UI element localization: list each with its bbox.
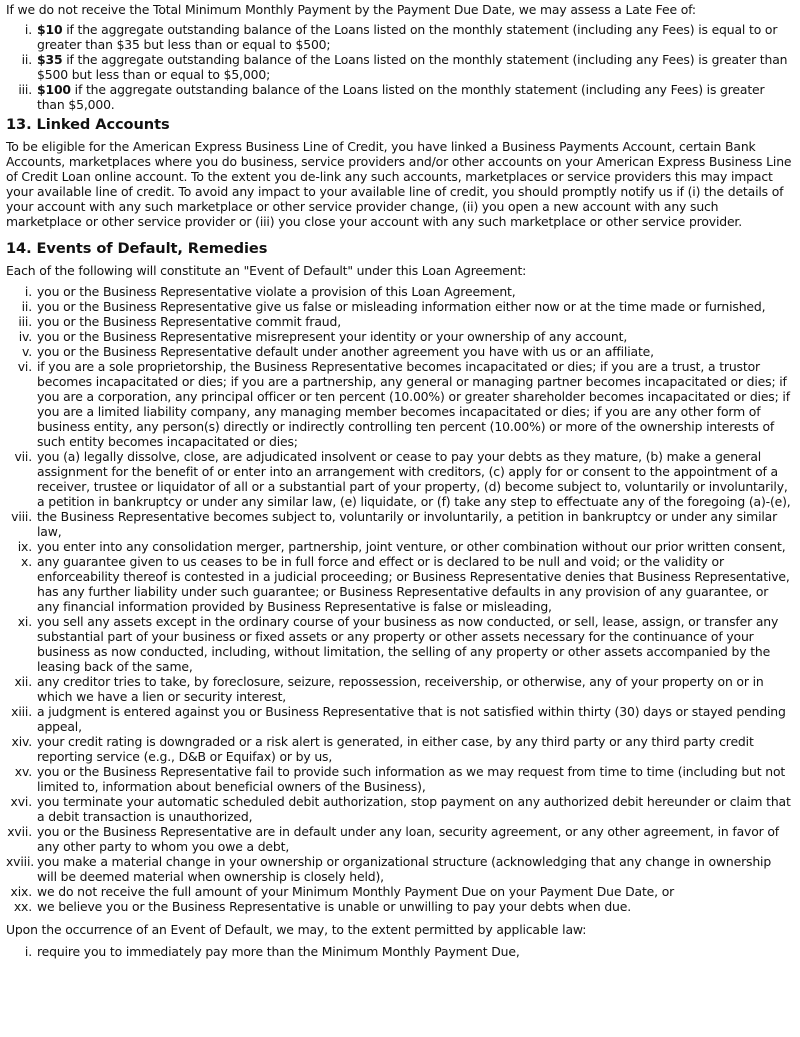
event-item xyxy=(6,884,794,899)
late-fee-item xyxy=(6,52,794,82)
list-number: xviii. xyxy=(6,854,35,869)
remedy-item xyxy=(6,944,794,959)
event-item xyxy=(6,284,794,299)
list-number: ii. xyxy=(21,52,32,67)
event-text: you or the Business Representative fail to provide such information as we may request from time to time (including but not limited to, information about beneficial owners of the Business), xyxy=(37,764,786,794)
list-number: iii. xyxy=(18,82,32,97)
section-13-heading: 13. Linked Accounts xyxy=(6,116,170,133)
event-text: you or the Business Representative give us false or misleading information either now or at the time made or furnished, xyxy=(37,299,766,314)
event-text: you or the Business Representative commit fraud, xyxy=(37,314,342,329)
list-number: vii. xyxy=(14,449,32,464)
event-text: you sell any assets except in the ordinary course of your business as now conducted, or sell, lease, assign, or transfer any substantial part of your business or fixed assets or any property or other assets necessary for the continuance of your business as now conducted, including, without limitation, the selling of any property or other assets accompanied by the leasing back of the same, xyxy=(37,614,779,674)
event-item xyxy=(6,764,794,794)
event-item xyxy=(6,794,794,824)
event-item xyxy=(6,734,794,764)
fee-amount: $10 xyxy=(37,22,63,37)
list-number: ii. xyxy=(21,299,32,314)
fee-amount: $100 xyxy=(37,82,71,97)
fee-amount: $35 xyxy=(37,52,63,67)
list-number: vi. xyxy=(17,359,32,374)
events-of-default-list xyxy=(6,284,794,914)
list-number: viii. xyxy=(11,509,32,524)
late-fee-item xyxy=(6,22,794,52)
event-item xyxy=(6,344,794,359)
event-text: any guarantee given to us ceases to be in full force and effect or is declared to be null and void; or the validity or enforceability thereof is contested in a judicial proceeding; or Business Representative denies that Business Representative, has any further liability under such guarantee; or Business Representative defaults in any provision of any guarantee, or any financial information provided by Business Representative is false or misleading, xyxy=(37,554,790,614)
list-number: xv. xyxy=(14,764,32,779)
event-text: any creditor tries to take, by foreclosure, seizure, repossession, receivership, or otherwise, any of your property on or in which we have a lien or security interest, xyxy=(37,674,764,704)
late-fee-intro: If we do not receive the Total Minimum Monthly Payment by the Payment Due Date, we may assess a Late Fee of: xyxy=(6,2,696,17)
event-text: you make a material change in your ownership or organizational structure (acknowledging that any change in ownership will be deemed material when ownership is closely held), xyxy=(37,854,772,884)
event-item xyxy=(6,674,794,704)
event-text: we believe you or the Business Representative is unable or unwilling to pay your debts when due. xyxy=(37,899,631,914)
list-number: i. xyxy=(24,944,32,959)
list-number: xii. xyxy=(14,674,32,689)
list-number: i. xyxy=(24,22,32,37)
remedies-lead: Upon the occurrence of an Event of Default, we may, to the extent permitted by applicable law: xyxy=(6,922,587,937)
event-text: the Business Representative becomes subject to, voluntarily or involuntarily, a petition in bankruptcy or under any similar law, xyxy=(37,509,778,539)
event-text: we do not receive the full amount of your Minimum Monthly Payment Due on your Payment Due Date, or xyxy=(37,884,675,899)
late-fee-list xyxy=(6,22,794,112)
list-number: ix. xyxy=(17,539,32,554)
event-text: a judgment is entered against you or Business Representative that is not satisfied within thirty (30) days or stayed pending appeal, xyxy=(37,704,786,734)
event-text: you terminate your automatic scheduled debit authorization, stop payment on any authorized debit hereunder or claim that a debit transaction is unauthorized, xyxy=(37,794,791,824)
list-number: xix. xyxy=(10,884,32,899)
event-text: if you are a sole proprietorship, the Business Representative becomes incapacitated or dies; if you are a trust, a trustor becomes incapacitated or dies; if you are a partnership, any general or managing partner becomes incapacitated or dies; if you are a corporation, any principal officer or ten percent (10.00%) or greater shareholder becomes incapacitated or dies; if you are a limited liability company, any managing member becomes incapacitated or dies; if you are any other form of business entity, any person(s) directly or indirectly controlling ten percent (10.00%) or more of the ownership interests of such entity becomes incapacitated or dies; xyxy=(37,359,790,449)
fee-condition: if the aggregate outstanding balance of the Loans listed on the monthly statement (including any Fees) is greater than $500 but less than or equal to $5,000; xyxy=(37,52,788,82)
late-fee-item xyxy=(6,82,794,112)
event-item xyxy=(6,614,794,674)
event-item xyxy=(6,299,794,314)
event-text: you or the Business Representative violate a provision of this Loan Agreement, xyxy=(37,284,516,299)
list-number: xvi. xyxy=(10,794,32,809)
list-number: v. xyxy=(21,344,32,359)
event-text: you or the Business Representative misrepresent your identity or your ownership of any account, xyxy=(37,329,628,344)
event-item xyxy=(6,314,794,329)
event-item xyxy=(6,824,794,854)
event-text: you enter into any consolidation merger, partnership, joint venture, or other combination without our prior written consent, xyxy=(37,539,786,554)
list-number: xiii. xyxy=(11,704,32,719)
event-item xyxy=(6,899,794,914)
event-text: your credit rating is downgraded or a risk alert is generated, in either case, by any third party or any third party credit reporting service (e.g., D&B or Equifax) or by us, xyxy=(37,734,754,764)
event-text: you (a) legally dissolve, close, are adjudicated insolvent or cease to pay your debts as they mature, (b) make a general assignment for the benefit of or enter into an arrangement with creditors, (c) apply for or consent to the appointment of a receiver, trustee or liquidator of all or a substantial part of your property, (d) become subject to, voluntarily or involuntarily, a petition in bankruptcy or under any similar law, (e) liquidate, or (f) take any step to effectuate any of the foregoing (a)-(e), xyxy=(37,449,791,509)
remedies-list xyxy=(6,944,794,959)
list-number: i. xyxy=(24,284,32,299)
events-of-default-lead: Each of the following will constitute an "Event of Default" under this Loan Agreement: xyxy=(6,263,527,278)
event-item xyxy=(6,554,794,614)
event-text: you or the Business Representative are in default under any loan, security agreement, or any other agreement, in favor of any other party to whom you owe a debt, xyxy=(37,824,780,854)
event-text: you or the Business Representative default under another agreement you have with us or an affiliate, xyxy=(37,344,654,359)
section-13-body: To be eligible for the American Express Business Line of Credit, you have linked a Business Payments Account, certain Bank Accounts, marketplaces where you do business, service providers and/or other accounts on your American Express Business Line of Credit Loan online account. To the extent you de-link any such accounts, marketplaces or service providers this may impact your available line of credit. To avoid any impact to your available line of credit, you should promptly notify us if (i) the details of your account with any such marketplace or other service provider change, (ii) you open a new account with any such marketplace or other service provider or (iii) you close your account with any such marketplace or other service provider. xyxy=(6,139,792,229)
event-item xyxy=(6,704,794,734)
list-number: xiv. xyxy=(11,734,32,749)
section-14-heading: 14. Events of Default, Remedies xyxy=(6,240,268,257)
list-number: x. xyxy=(21,554,32,569)
list-number: iv. xyxy=(18,329,32,344)
list-number: xi. xyxy=(17,614,32,629)
list-number: iii. xyxy=(18,314,32,329)
fee-condition: if the aggregate outstanding balance of the Loans listed on the monthly statement (including any Fees) is equal to or greater than $35 but less than or equal to $500; xyxy=(37,22,778,52)
event-item xyxy=(6,539,794,554)
fee-condition: if the aggregate outstanding balance of the Loans listed on the monthly statement (including any Fees) is greater than $5,000. xyxy=(37,82,765,112)
event-item xyxy=(6,329,794,344)
remedy-text: require you to immediately pay more than the Minimum Monthly Payment Due, xyxy=(37,944,520,959)
event-item xyxy=(6,449,794,509)
loan-agreement-document xyxy=(0,2,800,959)
event-item xyxy=(6,359,794,449)
event-item xyxy=(6,509,794,539)
event-item xyxy=(6,854,794,884)
list-number: xx. xyxy=(13,899,32,914)
list-number: xvii. xyxy=(7,824,32,839)
